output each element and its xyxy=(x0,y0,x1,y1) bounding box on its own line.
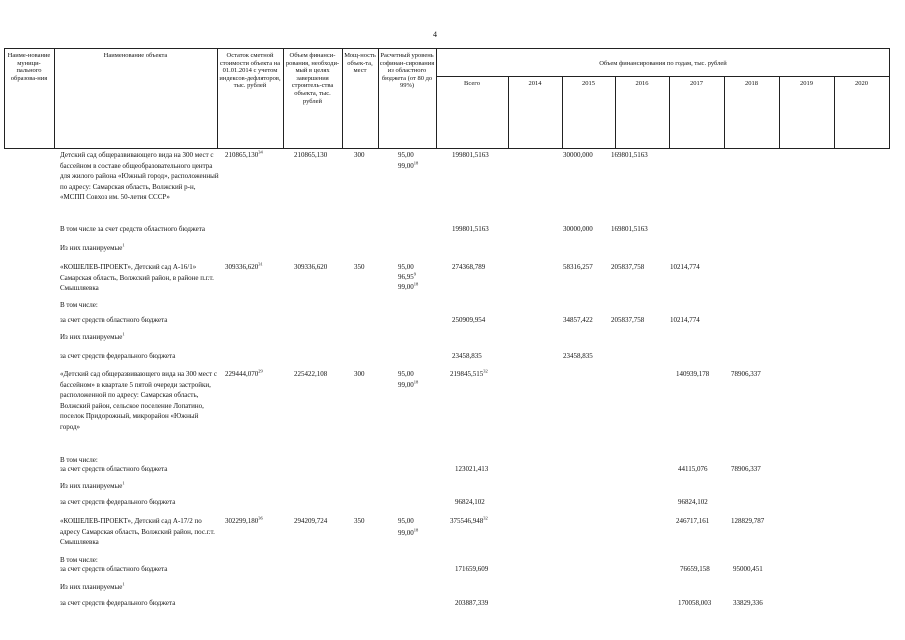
object-name: В том числе за счет средств областного бюджета xyxy=(60,225,206,233)
year-2016-cell: 205837,758 xyxy=(611,263,645,271)
total-cell: 199801,5163 xyxy=(452,151,489,159)
header-year: 2016 xyxy=(635,80,649,87)
total-cell: 123021,413 xyxy=(455,465,489,473)
header-year: 2018 xyxy=(745,80,758,87)
cofinancing-cell: 99,00$^{18}$ xyxy=(398,527,419,537)
total-cell: 203887,339 xyxy=(455,599,489,607)
year-2017-cell: 44115,076 xyxy=(678,465,708,473)
total-cell: 96824,102 xyxy=(455,498,485,506)
cofinancing-cell: 96,95$^9$ xyxy=(398,271,416,281)
year-2018-cell: 78906,337 xyxy=(731,370,761,378)
total-cell: 219845,515$^{32}$ xyxy=(450,368,488,378)
volume-cell: 210865,130 xyxy=(294,151,328,159)
object-name: за счет средств федерального бюджета xyxy=(60,352,176,360)
cofinancing-cell: 95,00 xyxy=(398,517,414,525)
year-2017-cell: 246717,161 xyxy=(676,517,710,525)
cofinancing-cell: 99,00$^{18}$ xyxy=(398,379,419,389)
object-name: В том числе: xyxy=(60,456,98,464)
capacity-cell: 300 xyxy=(354,151,365,159)
header-year: 2019 xyxy=(800,80,813,87)
cofinancing-cell: 99,00$^{18}$ xyxy=(398,281,419,291)
header-municipality: Наиме-нование муници-пального образова-ния xyxy=(7,52,51,82)
cofinancing-cell: 95,00 xyxy=(398,370,414,378)
header-capacity: Мощ-ность объек-та, мест xyxy=(344,52,376,75)
year-2015-cell: 30000,000 xyxy=(563,225,593,233)
volume-cell: 225422,108 xyxy=(294,370,328,378)
total-cell: 171659,609 xyxy=(455,565,489,573)
object-name: за счет средств федерального бюджета xyxy=(60,599,176,607)
balance-cell: 302299,180$^{36}$ xyxy=(225,515,263,525)
total-cell: 23458,835 xyxy=(452,352,482,360)
header-year: 2020 xyxy=(855,80,868,87)
object-name: за счет средств областного бюджета xyxy=(60,465,168,473)
year-2015-cell: 58316,257 xyxy=(563,263,593,271)
year-2017-cell: 10214,774 xyxy=(670,263,700,271)
object-name: Из них планируемые$^1$ xyxy=(60,242,125,252)
header-cofinancing: Расчетный уровень софинан-сирования из областного бюджета (от 80 до 99%) xyxy=(379,52,435,90)
year-2017-cell: 96824,102 xyxy=(678,498,708,506)
object-name: «КОШЕЛЕВ-ПРОЕКТ», Детский сад А-16/1» Самарская область, Волжский район, в районе п.г.т. Смышляевка xyxy=(60,263,214,292)
object-name: В том числе: xyxy=(60,301,98,309)
header-year: 2015 xyxy=(582,80,595,87)
header-balance: Остаток сметной стоимости объекта на 01.01.2014 с учетом индексов-дефляторов, тыс. рублей xyxy=(219,52,281,90)
cofinancing-cell: 95,00 xyxy=(398,263,414,271)
object-name: «КОШЕЛЕВ-ПРОЕКТ», Детский сад А-17/2 по адресу Самарская область, Волжский район, пос.г.т. Смышляевка xyxy=(60,517,215,546)
object-name: В том числе: xyxy=(60,556,98,564)
year-2016-cell: 169801,5163 xyxy=(611,151,648,159)
year-2017-cell: 76659,158 xyxy=(680,565,710,573)
total-cell: 199801,5163 xyxy=(452,225,489,233)
year-2018-cell: 33829,336 xyxy=(733,599,763,607)
cofinancing-cell: 99,00$^{18}$ xyxy=(398,160,419,170)
year-2015-cell: 34857,422 xyxy=(563,316,593,324)
balance-cell: 229444,070$^{29}$ xyxy=(225,368,263,378)
year-2016-cell: 169801,5163 xyxy=(611,225,648,233)
year-2017-cell: 140939,178 xyxy=(676,370,710,378)
object-name: Детский сад общеразвивающего вида на 300 мест с бассейном в составе общеобразовательного центра для жилого района «Южный город», расположенный по адресу: Самарская область, Волжский р-н, «МСПП Совхоз им. 50-летия СССР» xyxy=(60,151,219,201)
volume-cell: 294209,724 xyxy=(294,517,328,525)
capacity-cell: 350 xyxy=(354,263,365,271)
header-volume: Объем финанси-рования, необходи-мый в целях завершения строитель-ства объекта, тыс. рублей xyxy=(285,52,340,105)
total-cell: 250909,954 xyxy=(452,316,486,324)
year-2015-cell: 30000,000 xyxy=(563,151,593,159)
object-name: Из них планируемые$^1$ xyxy=(60,480,125,490)
object-name: Из них планируемые$^1$ xyxy=(60,331,125,341)
year-2018-cell: 95000,451 xyxy=(733,565,763,573)
object-name: Из них планируемые$^1$ xyxy=(60,581,125,591)
object-name: за счет средств федерального бюджета xyxy=(60,498,176,506)
page-number: 4 xyxy=(433,30,437,39)
object-name: «Детский сад общеразвивающего вида на 300 мест с бассейном» в квартале 5 пятой очереди застройки, расположенной по адресу: Самарская область, Волжский район, сельское поселение Лопатино, поселок Придорожный, микрорайон «Южный город» xyxy=(60,370,218,431)
volume-cell: 309336,620 xyxy=(294,263,328,271)
year-2015-cell: 23458,835 xyxy=(563,352,593,360)
year-2016-cell: 205837,758 xyxy=(611,316,645,324)
header-financing-by-years: Объем финансирования по годам, тыс. рублей xyxy=(599,60,727,67)
header-object: Наименование объекта xyxy=(103,52,168,59)
total-cell: 274368,789 xyxy=(452,263,486,271)
year-2018-cell: 128829,787 xyxy=(731,517,765,525)
total-cell: 375546,948$^{32}$ xyxy=(450,515,488,525)
balance-cell: 309336,620$^{31}$ xyxy=(225,261,263,271)
object-name: за счет средств областного бюджета xyxy=(60,565,168,573)
year-2017-cell: 170058,003 xyxy=(678,599,712,607)
year-2017-cell: 10214,774 xyxy=(670,316,700,324)
capacity-cell: 300 xyxy=(354,370,365,378)
cofinancing-cell: 95,00 xyxy=(398,151,414,159)
capacity-cell: 350 xyxy=(354,517,365,525)
object-name: за счет средств областного бюджета xyxy=(60,316,168,324)
header-total: Всего xyxy=(464,80,480,87)
header-year: 2017 xyxy=(690,80,703,87)
header-year: 2014 xyxy=(528,80,542,87)
year-2018-cell: 78906,337 xyxy=(731,465,761,473)
balance-cell: 210865,130$^{34}$ xyxy=(225,149,263,159)
